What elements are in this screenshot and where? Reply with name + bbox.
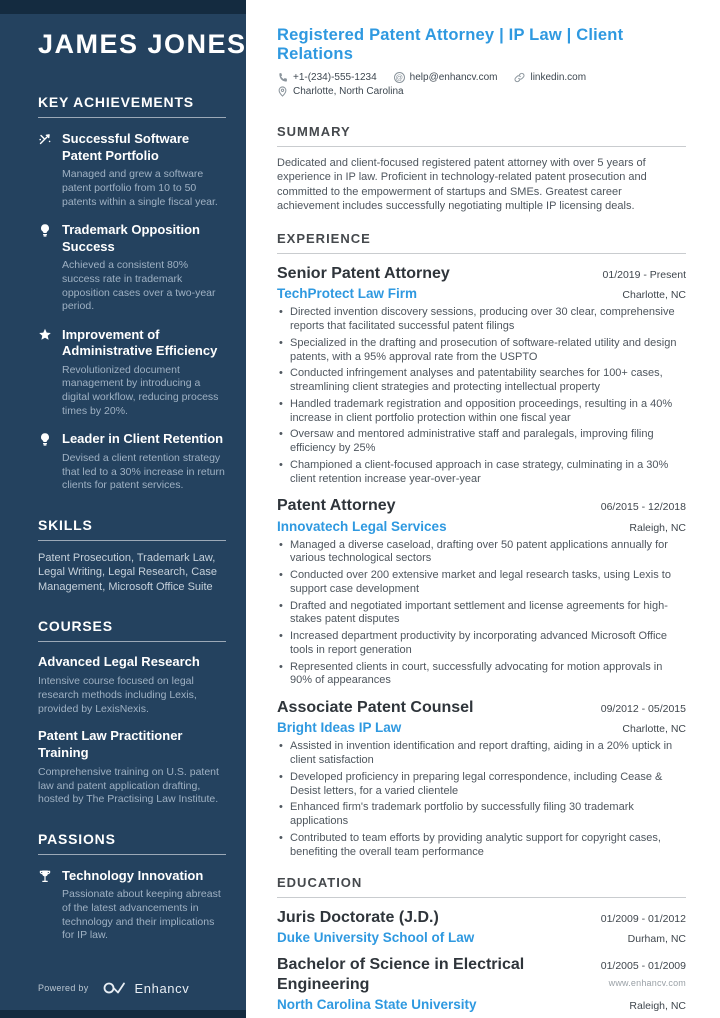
degree-title: Juris Doctorate (J.D.) [277, 909, 439, 927]
job-location: Charlotte, NC [622, 289, 686, 302]
school-link[interactable]: North Carolina State University [277, 996, 477, 1012]
job-location: Raleigh, NC [629, 521, 686, 534]
job-title: Patent Attorney [277, 497, 396, 515]
enhancv-brand-name: Enhancv [134, 980, 190, 996]
job-bullet: • Specialized in the drafting and prosecution of software-related utility and design patents, with a 95% approval rate from the USPTO [277, 337, 686, 365]
school-location: Durham, NC [627, 933, 686, 946]
passion-title: Technology Innovation [62, 867, 204, 883]
job-company-link[interactable]: TechProtect Law Firm [277, 286, 418, 302]
achievement-item [38, 431, 226, 492]
powered-by-footer[interactable] [38, 980, 189, 996]
summary-text: Dedicated and client-focused registered patent attorney with over 5 years of experience in IP law. Proficient in technology-related patent prosecution and committed to the empowerment of startups and SMEs. Greatest career achievement includes successfully negotiating multiple IP licensing deals. [277, 157, 647, 212]
achievement-desc: Achieved a consistent 80% success rate in trademark opposition cases over a two-year period. [62, 259, 216, 313]
degree-dates: 01/2005 - 01/2009 [600, 960, 686, 973]
course-title: Advanced Legal Research [38, 654, 200, 670]
achievement-title: Improvement of Administrative Efficiency [62, 326, 218, 359]
education-entry [277, 908, 686, 945]
job-bullet: • Contributed to team efforts by providing analytic support for copyright cases, benefiting the overall team performance [277, 832, 686, 860]
course-desc: Intensive course focused on legal research methods including Lexis, provided by LexisNexis. [38, 675, 197, 715]
celebration-icon [38, 131, 53, 209]
job-dates: 09/2012 - 05/2015 [600, 703, 686, 716]
sidebar [0, 0, 246, 1018]
job-bullet: • Assisted in invention identification and report drafting, aiding in a 20% uptick in client satisfaction [277, 740, 686, 768]
course-title: Patent Law Practitioner Training [38, 728, 183, 761]
job-bullet: • Increased department productivity by incorporating advanced Microsoft Office tools in report generation [277, 630, 686, 658]
location-pin-icon [277, 86, 288, 97]
phone-icon [277, 72, 288, 83]
achievement-item [38, 222, 226, 314]
job-bullets [277, 740, 686, 859]
enhancv-infinity-icon [100, 980, 128, 996]
experience-entry [277, 698, 686, 859]
job-title: Senior Patent Attorney [277, 265, 450, 283]
sidebar-bottom-strip [0, 1010, 246, 1018]
achievements-section [38, 94, 226, 492]
skills-list: Patent Prosecution, Trademark Law, Legal Writing, Legal Research, Case Management, Microsoft Office Suite [38, 551, 217, 593]
phone-contact [277, 72, 377, 83]
achievement-desc: Devised a client retention strategy that led to a 30% increase in return clients for patent services. [62, 451, 225, 492]
course-item [38, 728, 226, 807]
experience-heading: EXPERIENCE [277, 231, 686, 254]
school-link[interactable]: Duke University School of Law [277, 930, 475, 946]
email-contact[interactable] [394, 72, 498, 83]
email-text: help@enhancv.com [409, 72, 498, 83]
candidate-name: JAMES JONES [38, 29, 247, 59]
courses-heading: COURSES [38, 618, 226, 642]
main-content [246, 0, 720, 1018]
job-dates: 01/2019 - Present [602, 269, 686, 282]
course-desc: Comprehensive training on U.S. patent law and patent application drafting, hosted by The Practising Law Institute. [38, 765, 219, 806]
achievement-desc: Managed and grew a software patent portfolio from 10 to 50 patents within a single fiscal year. [62, 168, 218, 208]
school-location: Raleigh, NC [629, 999, 686, 1012]
job-bullet: • Conducted over 200 extensive market and legal research tasks, using Lexis to support case development [277, 569, 686, 597]
job-bullets [277, 306, 686, 486]
achievement-item [38, 327, 226, 419]
job-company-link[interactable]: Bright Ideas IP Law [277, 720, 402, 736]
passions-heading: PASSIONS [38, 831, 226, 855]
at-icon: @ [395, 73, 403, 82]
experience-entry [277, 496, 686, 688]
achievement-title: Trademark Opposition Success [62, 222, 200, 254]
experience-entry [277, 264, 686, 486]
passion-desc: Passionate about keeping abreast of the latest advancements in technology and their implications for IP law. [62, 888, 221, 942]
job-bullet: • Enhanced firm's trademark portfolio by successfully filing 30 trademark applications [277, 801, 686, 829]
job-bullet: • Developed proficiency in preparing legal correspondence, including Cease & Desist letters, for a varied clientele [277, 771, 686, 799]
location-row [277, 86, 686, 97]
job-bullet: • Managed a diverse caseload, drafting over 50 patent applications annually for various technological sectors [277, 539, 686, 567]
job-bullet: • Oversaw and mentored administrative staff and paralegals, improving filing efficiency by 25% [277, 428, 686, 456]
passions-section [38, 831, 226, 943]
skills-heading: SKILLS [38, 517, 226, 541]
achievement-desc: Revolutionized document management by introducing a digital workflow, reducing process times by 20%. [62, 363, 219, 417]
location-contact [277, 86, 404, 97]
course-item [38, 654, 226, 716]
education-heading: EDUCATION [277, 875, 686, 898]
achievement-title: Successful Software Patent Portfolio [62, 131, 190, 163]
passion-item [38, 868, 226, 943]
powered-by-label: Powered by [38, 983, 89, 993]
location-text: Charlotte, North Carolina [293, 86, 404, 97]
achievements-heading: KEY ACHIEVEMENTS [38, 94, 226, 118]
experience-section [277, 231, 686, 859]
job-bullets [277, 539, 686, 689]
summary-section [277, 124, 686, 213]
job-bullet: • Handled trademark registration and opposition proceedings, resulting in a 40% increase in client portfolio protection within one fiscal year [277, 398, 686, 426]
contact-row [277, 72, 686, 83]
star-icon [38, 327, 53, 419]
achievement-item [38, 131, 226, 209]
job-bullet: • Directed invention discovery sessions, producing over 30 clear, comprehensive reports that facilitated successful patent filings [277, 306, 686, 334]
job-bullet: • Represented clients in court, successfully advocating for motion approvals in 90% of appearances [277, 661, 686, 689]
linkedin-contact[interactable] [514, 72, 586, 83]
job-dates: 06/2015 - 12/2018 [600, 501, 686, 514]
degree-dates: 01/2009 - 01/2012 [600, 913, 686, 926]
education-section [277, 875, 686, 1012]
link-icon [514, 72, 525, 83]
enhancv-url[interactable]: www.enhancv.com [608, 978, 686, 988]
skills-section [38, 517, 226, 595]
job-company-link[interactable]: Innovatech Legal Services [277, 518, 447, 534]
courses-section [38, 618, 226, 807]
headline-title: Registered Patent Attorney | IP Law | Client Relations [277, 26, 624, 63]
achievement-title: Leader in Client Retention [62, 431, 224, 447]
job-bullet: • Drafted and negotiated important settlement and license agreements for high-stakes patent disputes [277, 600, 686, 628]
degree-title: Bachelor of Science in Electrical Engineering [277, 956, 525, 993]
summary-heading: SUMMARY [277, 124, 686, 147]
linkedin-text: linkedin.com [530, 72, 587, 83]
job-location: Charlotte, NC [622, 723, 686, 736]
sidebar-top-strip [0, 0, 246, 14]
enhancv-brand[interactable] [100, 980, 190, 996]
lightbulb-icon [38, 431, 53, 492]
job-title: Associate Patent Counsel [277, 699, 474, 717]
phone-text: +1-(234)-555-1234 [293, 72, 377, 83]
trophy-icon [38, 868, 53, 943]
job-bullet: • Championed a client-focused approach in case strategy, culminating in a 30% client retention increase year-over-year [277, 459, 686, 487]
lightbulb-icon [38, 222, 53, 314]
job-bullet: • Conducted infringement analyses and patentability searches for 100+ cases, streamlining client strategies and protecting intellectual property [277, 367, 686, 395]
